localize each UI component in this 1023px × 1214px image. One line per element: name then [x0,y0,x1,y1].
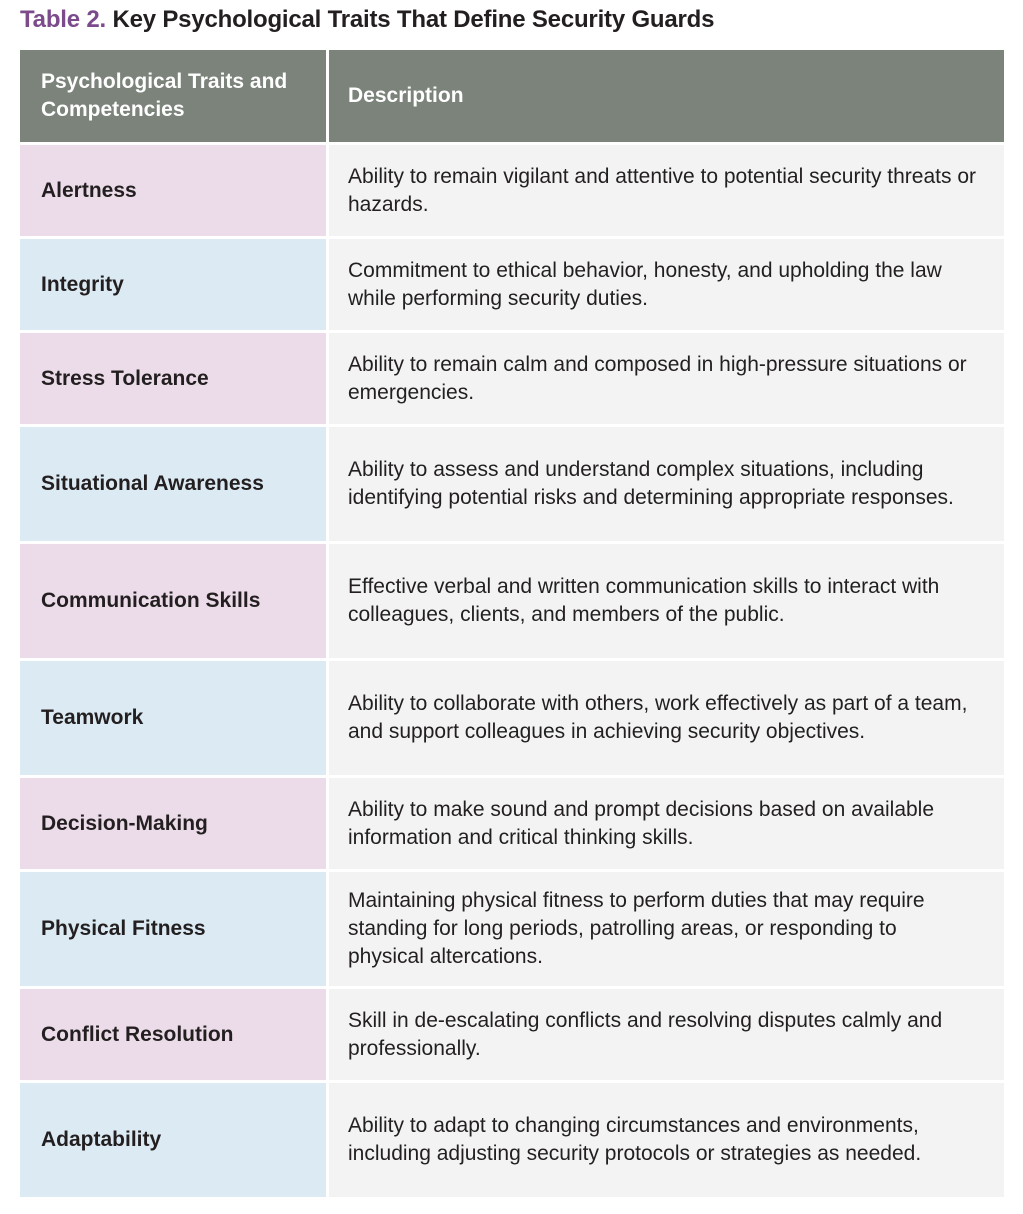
table-row [20,986,1004,1080]
table-row [20,658,1004,775]
table-row [20,330,1004,424]
table-row [20,424,1004,541]
description-cell: Skill in de-escalating conflicts and resolving disputes calmly and professionally. [326,986,1004,1080]
trait-cell: Stress Tolerance [20,330,326,424]
description-cell: Commitment to ethical behavior, honesty, and upholding the law while performing security duties. [326,236,1004,330]
description-cell: Ability to assess and understand complex situations, including identifying potential risks and determining appropriate responses. [326,424,1004,541]
table-title: Key Psychological Traits That Define Security Guards [112,6,715,33]
table-header-row [20,50,1004,142]
column-header-traits: Psychological Traits and Competencies [20,50,326,142]
description-cell: Ability to remain calm and composed in high-pressure situations or emergencies. [326,330,1004,424]
description-cell: Maintaining physical fitness to perform duties that may require standing for long periods, patrolling areas, or responding to physical altercations. [326,869,1004,986]
trait-cell: Integrity [20,236,326,330]
table-row [20,1080,1004,1197]
description-cell: Ability to remain vigilant and attentive to potential security threats or hazards. [326,142,1004,236]
description-cell: Ability to make sound and prompt decisions based on available information and critical thinking skills. [326,775,1004,869]
trait-cell: Physical Fitness [20,869,326,986]
trait-cell: Communication Skills [20,541,326,658]
trait-cell: Teamwork [20,658,326,775]
table-row [20,869,1004,986]
trait-cell: Conflict Resolution [20,986,326,1080]
description-cell: Effective verbal and written communication skills to interact with colleagues, clients, and members of the public. [326,541,1004,658]
trait-cell: Adaptability [20,1080,326,1197]
table-row [20,142,1004,236]
table-caption [20,6,714,34]
description-cell: Ability to adapt to changing circumstances and environments, including adjusting security protocols or strategies as needed. [326,1080,1004,1197]
description-cell: Ability to collaborate with others, work effectively as part of a team, and support colleagues in achieving security objectives. [326,658,1004,775]
table-row [20,775,1004,869]
trait-cell: Situational Awareness [20,424,326,541]
column-header-description: Description [326,50,1004,142]
table-row [20,236,1004,330]
table-number: Table 2. [20,6,106,33]
table-row [20,541,1004,658]
trait-cell: Alertness [20,142,326,236]
trait-cell: Decision-Making [20,775,326,869]
traits-table [20,50,1004,1197]
